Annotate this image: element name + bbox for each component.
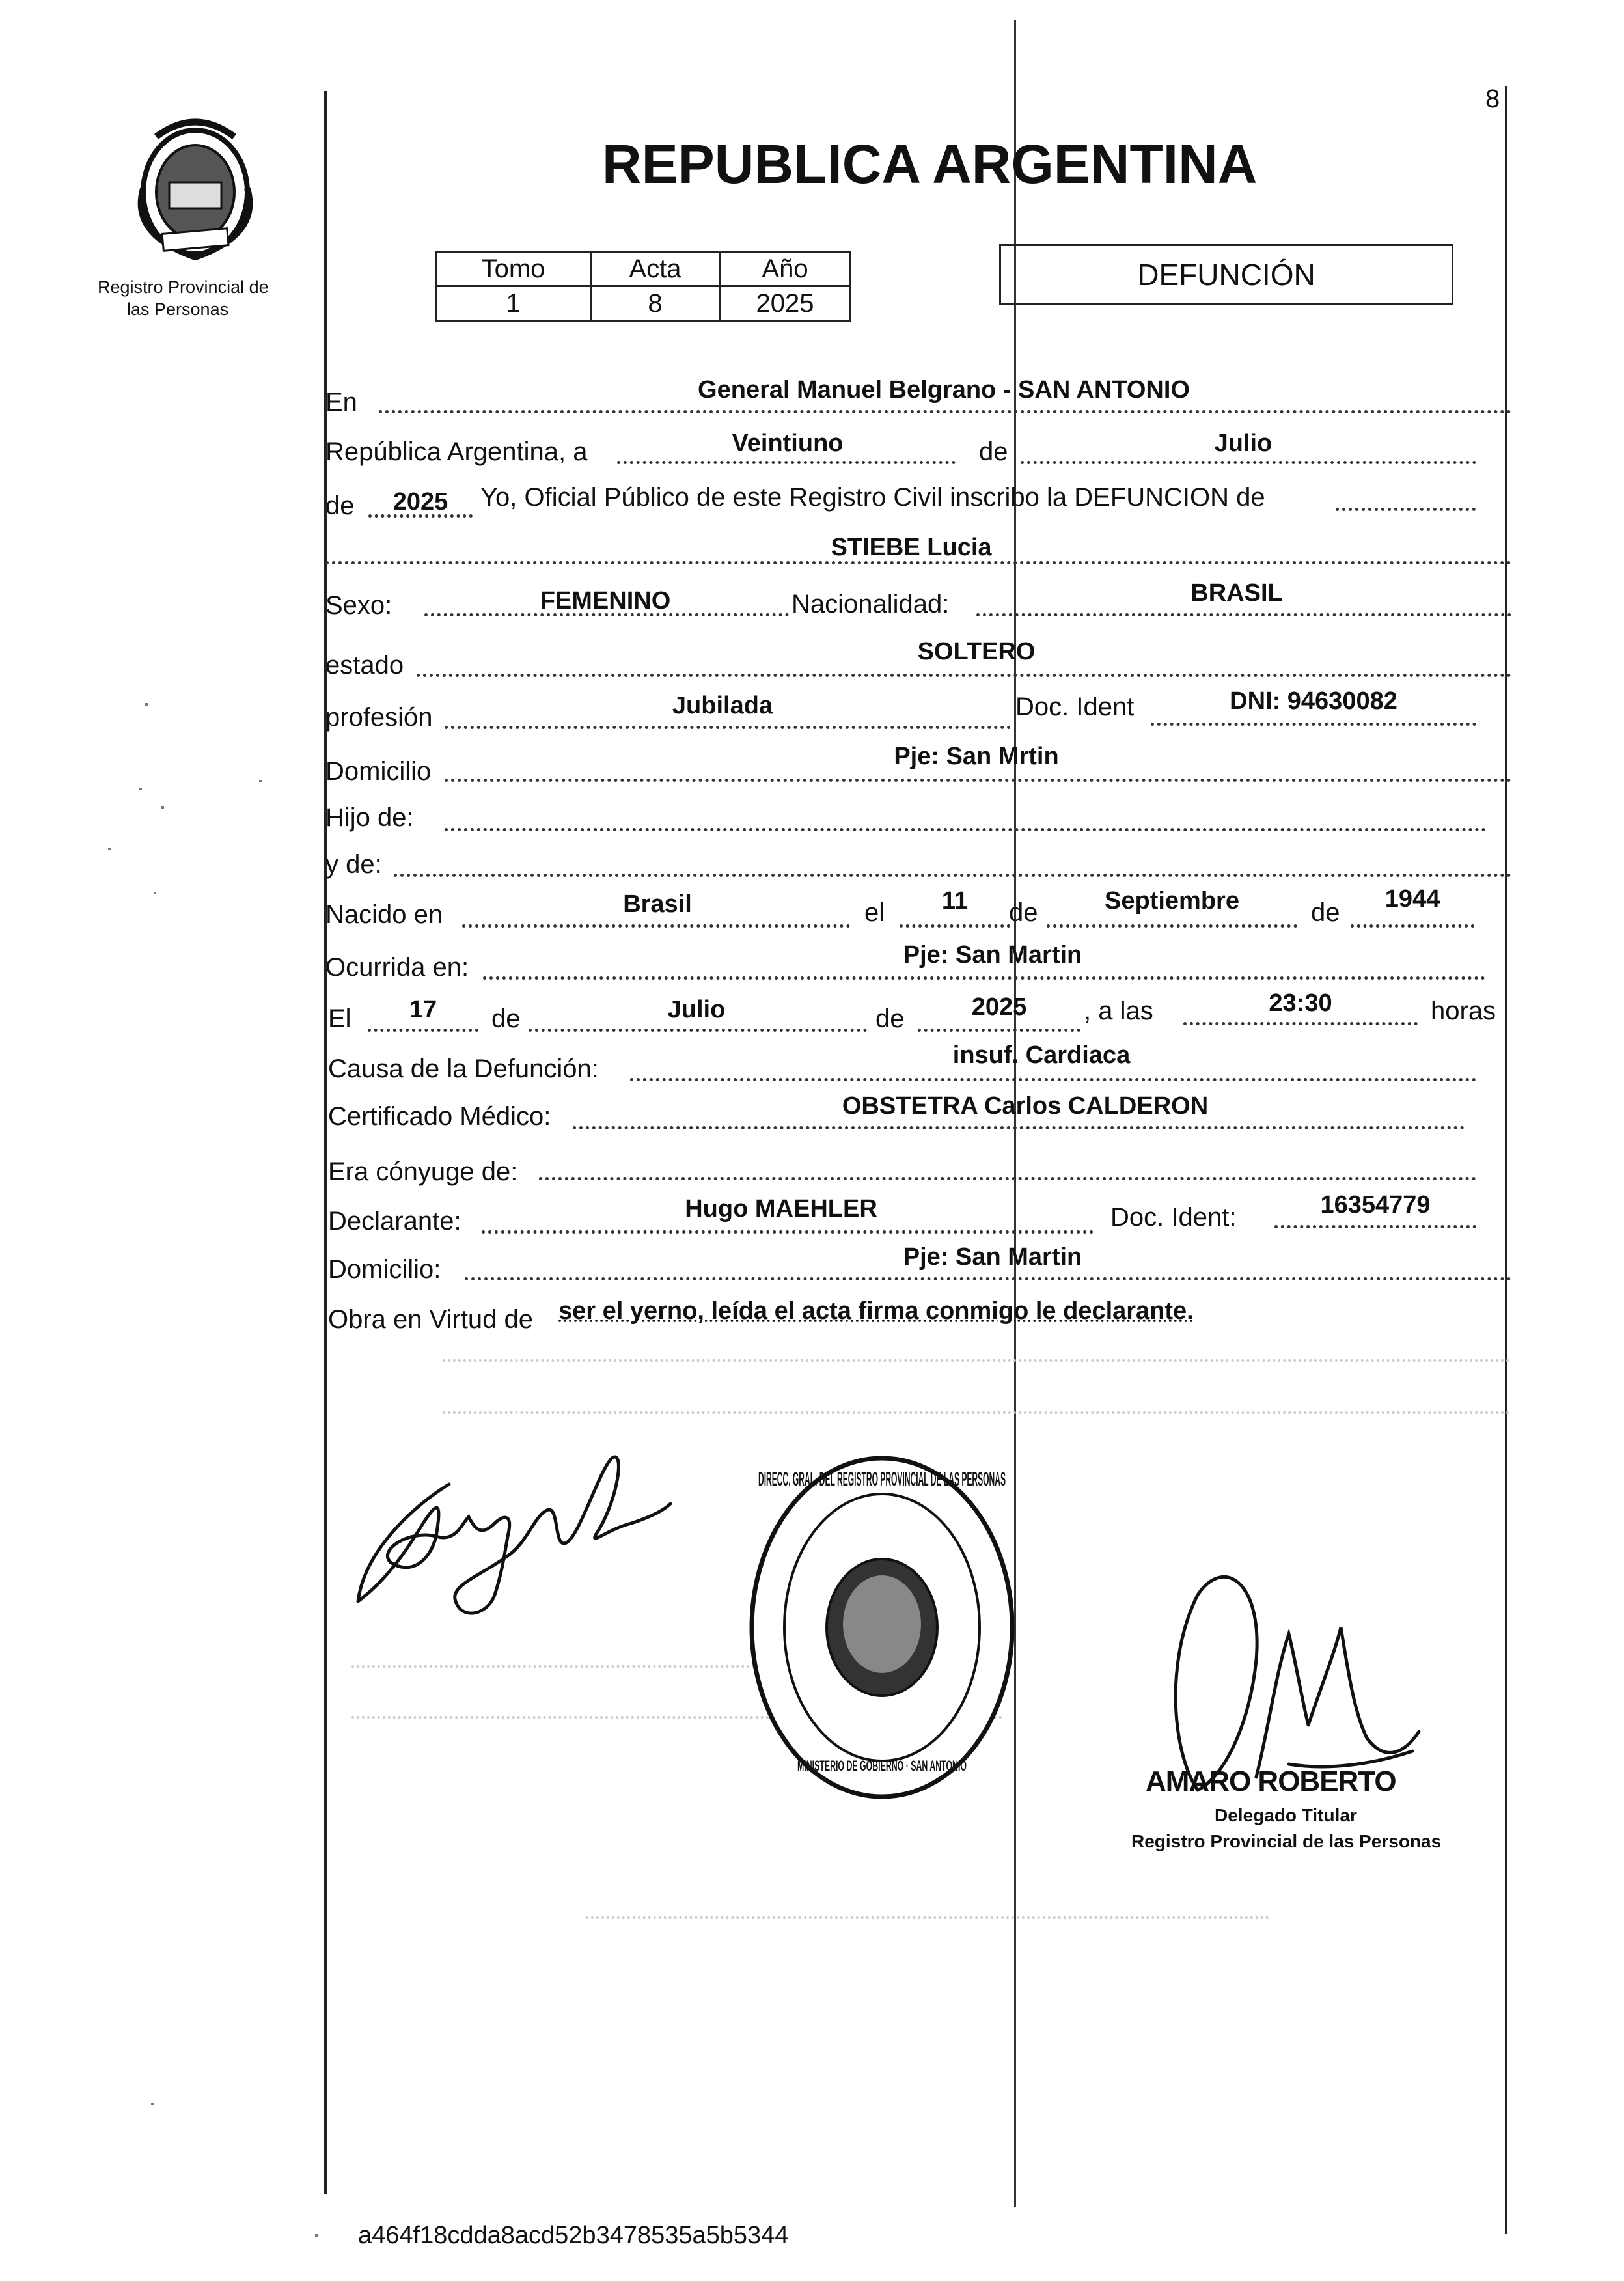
field-nombre: STIEBE Lucia — [831, 534, 992, 561]
field-anio: 2025 — [392, 488, 448, 516]
label-causa: Causa de la Defunción: — [328, 1055, 599, 1083]
label-nacido-el: el — [864, 898, 885, 927]
record-number-table — [435, 251, 851, 322]
field-nacido-lugar: Brasil — [623, 891, 692, 918]
tomo-value: 1 — [436, 286, 591, 321]
official-registry: Registro Provincial de las Personas — [1131, 1831, 1442, 1851]
field-line-hora — [1183, 1022, 1418, 1025]
label-oficial: Yo, Oficial Público de este Registro Civil inscribo la DEFUNCION de — [480, 483, 1265, 512]
label-domicilio: Domicilio — [325, 757, 432, 786]
acta-header: Acta — [591, 252, 720, 286]
field-line-dia — [617, 461, 956, 464]
field-line-declarante-domicilio — [465, 1277, 1511, 1280]
official-title: Delegado Titular — [1215, 1805, 1357, 1825]
label-nacido-de-anio: de — [1311, 898, 1340, 927]
field-line-certificado — [573, 1126, 1465, 1129]
field-line-nombre — [325, 561, 1511, 564]
label-de-anio: de — [325, 491, 355, 520]
document-type-box — [999, 244, 1453, 305]
official-seal — [742, 1445, 1022, 1810]
field-dia-texto: Veintiuno — [732, 430, 844, 457]
field-declarante-domicilio: Pje: San Martin — [903, 1243, 1082, 1271]
label-fecha-de-mes: de — [491, 1004, 521, 1033]
label-y-de: y de: — [325, 850, 382, 879]
seal-inner-text: MINISTERIO DE GOBIERNO · SAN ANTONIO — [797, 1758, 967, 1774]
right-margin-line — [1505, 86, 1507, 2234]
scan-speck — [154, 892, 156, 894]
scan-speck — [315, 2234, 318, 2237]
field-declarante: Hugo MAEHLER — [685, 1195, 877, 1223]
label-doc-ident-declarante: Doc. Ident: — [1110, 1203, 1237, 1232]
document-type: DEFUNCIÓN — [1137, 258, 1315, 292]
label-certificado: Certificado Médico: — [328, 1102, 551, 1131]
field-nacionalidad: BRASIL — [1190, 579, 1283, 607]
document-hash: a464f18cdda8acd52b3478535a5b5344 — [358, 2222, 789, 2249]
field-line-mes — [1021, 461, 1476, 464]
faint-line-5 — [586, 1916, 1269, 1919]
label-ocurrida: Ocurrida en: — [325, 953, 469, 982]
province-logo — [117, 111, 273, 267]
field-line-fecha-mes — [529, 1029, 867, 1032]
field-line-doc — [1151, 723, 1476, 726]
label-en: En — [325, 388, 357, 417]
field-fecha-mes: Julio — [667, 996, 726, 1023]
label-declarante: Declarante: — [328, 1207, 461, 1236]
acta-value: 8 — [591, 286, 720, 321]
field-declarante-doc: 16354779 — [1320, 1191, 1431, 1219]
field-line-profesion — [445, 726, 1011, 729]
scan-speck — [145, 703, 148, 706]
scan-speck — [151, 2103, 154, 2105]
page-number: 8 — [1485, 85, 1500, 113]
scan-speck — [139, 788, 142, 790]
field-hora: 23:30 — [1269, 989, 1332, 1017]
field-line-y-de — [394, 874, 1511, 877]
field-estado: SOLTERO — [917, 638, 1036, 665]
field-sexo: FEMENINO — [540, 587, 671, 615]
registry-name-line1: Registro Provincial de — [98, 277, 269, 297]
label-conyuge: Era cónyuge de: — [328, 1157, 518, 1186]
label-nacionalidad: Nacionalidad: — [791, 590, 950, 618]
declarant-signature — [338, 1445, 677, 1640]
scan-speck — [108, 848, 111, 850]
anio-header: Año — [720, 252, 851, 286]
official-name: AMARO ROBERTO — [1146, 1765, 1396, 1797]
field-line-declarante — [482, 1230, 1094, 1234]
field-line-ocurrida — [483, 976, 1485, 980]
faint-line-1 — [443, 1359, 1510, 1362]
label-fecha-de-anio: de — [875, 1004, 905, 1033]
field-nacido-dia: 11 — [941, 887, 969, 915]
field-line-hijo-de — [445, 828, 1486, 831]
field-nacido-anio: 1944 — [1384, 885, 1440, 913]
field-line-causa — [630, 1078, 1476, 1081]
label-obra: Obra en Virtud de — [328, 1305, 534, 1334]
field-line-nacionalidad — [976, 613, 1511, 616]
field-line-fecha-dia — [368, 1029, 478, 1032]
field-doc: DNI: 94630082 — [1230, 687, 1397, 715]
label-de-mes: de — [979, 437, 1008, 466]
label-el-fecha: El — [328, 1004, 351, 1033]
misiones-shield-icon — [117, 111, 273, 267]
field-line-nacido-dia — [900, 924, 1010, 928]
label-hijo-de: Hijo de: — [325, 803, 414, 832]
anio-value: 2025 — [720, 286, 851, 321]
label-sexo: Sexo: — [325, 591, 392, 620]
scan-speck — [161, 806, 164, 809]
field-line-nacido-lugar — [462, 924, 850, 928]
label-a-las: , a las — [1084, 997, 1153, 1025]
field-line-nacido-mes — [1047, 924, 1297, 928]
field-obra: ser el yerno, leída el acta firma conmigo le declarante. — [558, 1297, 1194, 1325]
seal-ring-text: DIRECC. GRAL. DEL REGISTRO PROVINCIAL DE LAS PERSONAS — [758, 1469, 1006, 1490]
label-estado: estado — [325, 651, 404, 680]
field-line-estado — [417, 674, 1511, 677]
field-line-nacido-anio — [1351, 924, 1474, 928]
label-nacido-en: Nacido en — [325, 900, 443, 929]
label-doc-ident: Doc. Ident — [1015, 693, 1135, 721]
field-causa: insuf. Cardiaca — [952, 1042, 1131, 1069]
registry-name-line2: las Personas — [127, 299, 229, 319]
field-certificado: OBSTETRA Carlos CALDERON — [842, 1092, 1209, 1120]
field-lugar: General Manuel Belgrano - SAN ANTONIO — [698, 376, 1190, 404]
field-mes: Julio — [1214, 430, 1273, 457]
field-line-declarante-doc — [1274, 1225, 1476, 1228]
field-line-oficial-end — [1336, 508, 1476, 511]
field-profesion: Jubilada — [672, 692, 773, 719]
field-domicilio: Pje: San Mrtin — [894, 743, 1059, 770]
label-republica: República Argentina, a — [325, 437, 588, 466]
field-line-conyuge — [539, 1177, 1476, 1180]
faint-line-2 — [443, 1411, 1510, 1414]
scan-speck — [259, 780, 262, 782]
field-nacido-mes: Septiembre — [1105, 887, 1239, 915]
registry-seal-icon — [742, 1445, 1022, 1810]
field-fecha-anio: 2025 — [971, 993, 1027, 1021]
field-ocurrida: Pje: San Martin — [903, 941, 1082, 969]
label-horas: horas — [1431, 997, 1496, 1025]
label-nacido-de-mes: de — [1009, 898, 1038, 927]
field-line-domicilio — [445, 779, 1511, 782]
handwritten-signature-icon — [338, 1445, 677, 1640]
field-fecha-dia: 17 — [409, 996, 437, 1023]
label-domicilio-declarante: Domicilio: — [328, 1255, 441, 1284]
label-profesion: profesión — [325, 703, 433, 732]
field-line-fecha-anio — [918, 1029, 1080, 1032]
country-title: REPUBLICA ARGENTINA — [602, 133, 1258, 195]
tomo-header: Tomo — [436, 252, 591, 286]
field-line-lugar — [379, 410, 1511, 413]
